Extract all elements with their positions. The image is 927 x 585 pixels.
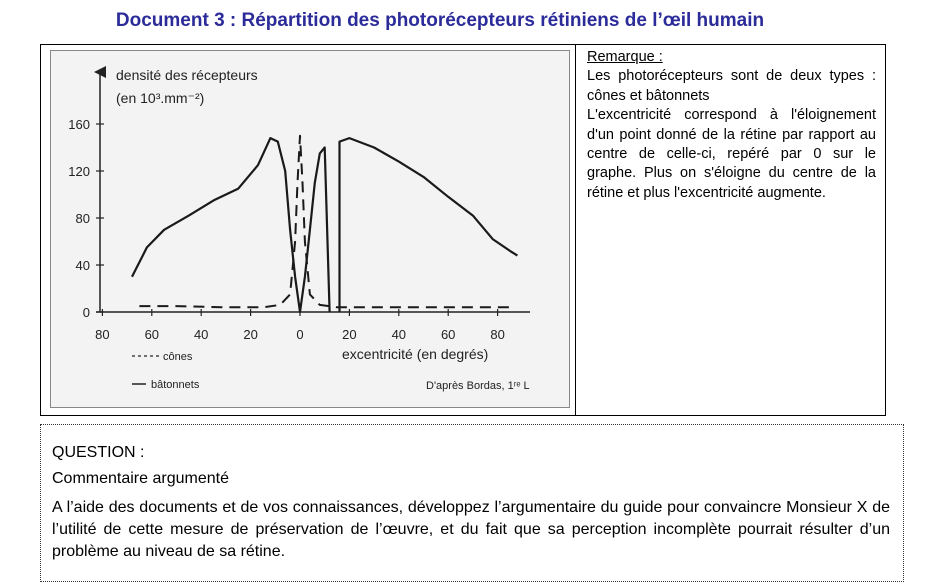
remark-line-1: Les photorécepteurs sont de deux types : cônes et bâtonnets (587, 68, 876, 104)
legend-rods-label: bâtonnets (151, 379, 200, 391)
x-tick-label: 20 (243, 327, 258, 342)
x-tick-label: 0 (296, 327, 304, 342)
series-rods-line (340, 138, 518, 312)
y-tick-label: 0 (82, 305, 90, 320)
x-tick-label: 40 (193, 327, 209, 342)
question-subtitle: Commentaire argumenté (52, 470, 229, 487)
x-tick-label: 80 (490, 327, 505, 342)
y-tick-label: 120 (68, 164, 90, 179)
x-tick-label: 40 (391, 327, 407, 342)
x-axis-label: excentricité (en degrés) (342, 346, 489, 362)
x-tick-label: 60 (144, 327, 160, 342)
remark-box (587, 48, 876, 203)
legend-cones-label: cônes (163, 351, 193, 363)
y-tick-label: 160 (68, 117, 90, 132)
series-rods-line (132, 138, 330, 312)
document-title: Document 3 : Répartition des photorécepteurs rétiniens de l’œil humain (115, 10, 765, 31)
y-tick-label: 80 (75, 211, 90, 226)
y-axis-label-line2: (en 10³.mm⁻²) (116, 90, 205, 106)
receptor-chart (50, 50, 570, 408)
remark-line-2: L'excentricité correspond à l'éloignement d'un point donné de la rétine par rapport au centre de celle-ci, repéré par 0 sur le graphe. Plus on s'éloigne du centre de la rétine et plus l'excentricité augmente. (587, 107, 876, 201)
source-credit: D'après Bordas, 1ʳᵉ L (426, 380, 530, 392)
y-tick-label: 40 (75, 258, 90, 273)
y-axis-label-line1: densité des récepteurs (116, 67, 258, 83)
x-tick-label: 60 (440, 327, 456, 342)
question-title: QUESTION : (52, 444, 145, 461)
question-text: A l’aide des documents et de vos connaissances, développez l’argumentaire du guide pour convaincre Monsieur X de l’utilité de cette mesure de préservation de l’œuvre, et du fait que sa perception incomplète pourrait résulter d’un problème au niveau de sa rétine. (52, 499, 890, 560)
x-tick-label: 20 (342, 327, 357, 342)
x-tick-label: 80 (95, 327, 110, 342)
remark-heading: Remarque : (587, 49, 663, 65)
